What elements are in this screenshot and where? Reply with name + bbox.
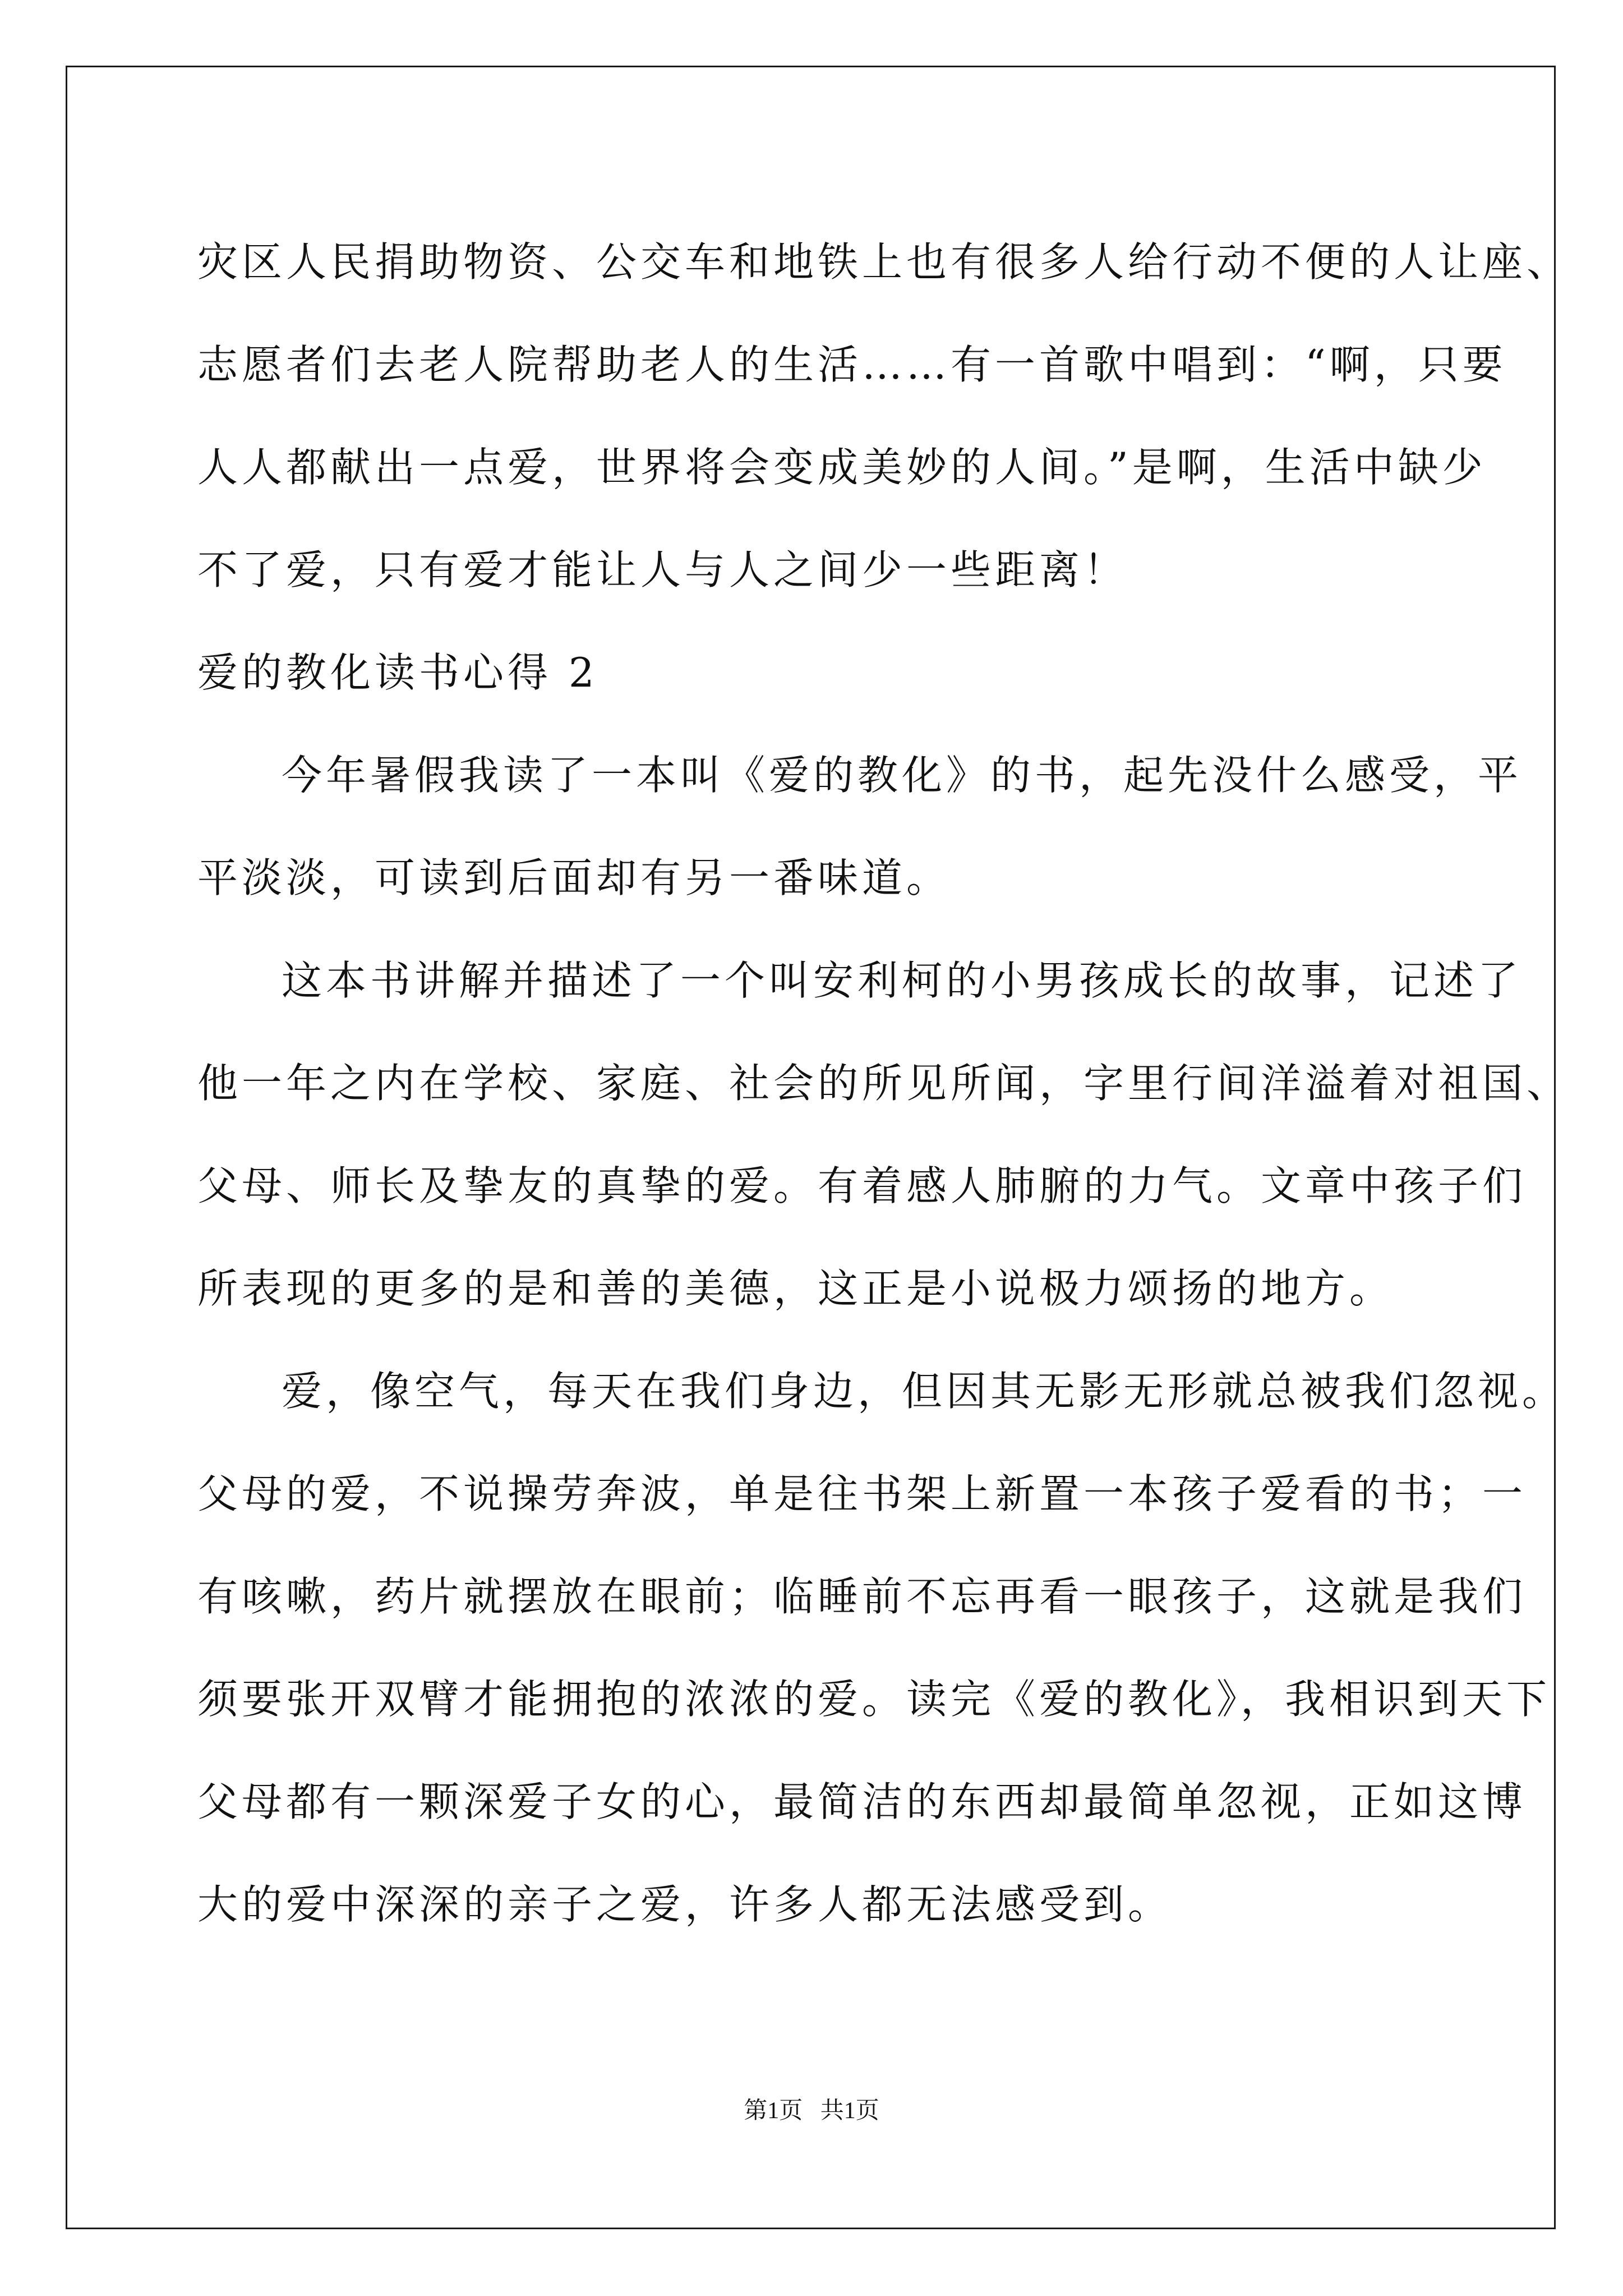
paragraph-start: 今年暑假我读了一本叫《爱的教化》的书，起先没什么感受，平 [282, 752, 1523, 799]
page-footer: 第1页 共1页 [744, 2098, 879, 2124]
text-line: 他一年之内在学校、家庭、社会的所见所闻，字里行间洋溢着对祖国、 [197, 1060, 1571, 1107]
text-line: 有咳嗽，药片就摆放在眼前；临睡前不忘再看一眼孩子，这就是我们 [197, 1573, 1527, 1620]
text-line: 父母、师长及挚友的真挚的爱。有着感人肺腑的力气。文章中孩子们 [197, 1162, 1527, 1209]
text-line: 须要张开双臂才能拥抱的浓浓的爱。读完《爱的教化》，我相识到天下 [197, 1676, 1551, 1723]
text-line: 平淡淡，可读到后面却有另一番味道。 [197, 854, 951, 901]
paragraph-start: 爱，像空气，每天在我们身边，但因其无影无形就总被我们忽视。 [282, 1368, 1567, 1415]
text-line: 父母都有一颗深爱子女的心，最简洁的东西却最简单忽视，正如这博 [197, 1778, 1527, 1825]
paragraph-start: 这本书讲解并描述了一个叫安利柯的小男孩成长的故事，记述了 [282, 957, 1523, 1004]
text-line: 父母的爱，不说操劳奔波，单是往书架上新置一本孩子爱看的书；一 [197, 1470, 1527, 1517]
text-line: 人人都献出一点爱，世界将会变成美妙的人间。”是啊，生活中缺少 [197, 444, 1487, 491]
text-line: 志愿者们去老人院帮助老人的生活……有一首歌中唱到：“啊，只要 [197, 341, 1507, 388]
document-body [197, 211, 1571, 1956]
text-line: 灾区人民捐助物资、公交车和地铁上也有很多人给行动不便的人让座、 [197, 238, 1571, 286]
text-line: 不了爱，只有爱才能让人与人之间少一些距离！ [197, 546, 1128, 593]
text-line: 所表现的更多的是和善的美德，这正是小说极力颂扬的地方。 [197, 1265, 1394, 1312]
text-line: 大的爱中深深的亲子之爱，许多人都无法感受到。 [197, 1881, 1173, 1928]
section-heading: 爱的教化读书心得 2 [197, 649, 598, 696]
